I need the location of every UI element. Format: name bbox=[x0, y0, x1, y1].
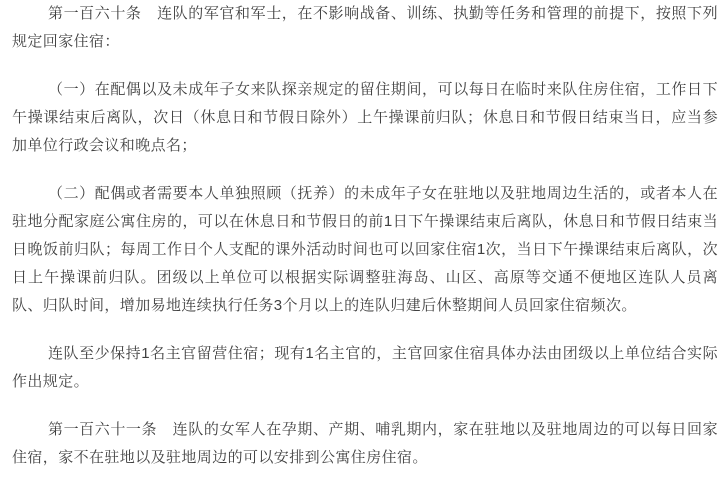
paragraph-article-160-duty-officer: 连队至少保持1名主官留营住宿；现有1名主官的，主官回家住宿具体办法由团级以上单位结合实际作出规定。 bbox=[12, 345, 718, 390]
paragraph-article-160-item-2: （二）配偶或者需要本人单独照顾（抚养）的未成年子女在驻地以及驻地周边生活的，或者本人在驻地分配家庭公寓住房的，可以在休息日和节假日的前1日下午操课结束后离队，休息日和节假日结束当日晚饭前归队；每周工作日个人支配的课外活动时间也可以回家住宿1次，当日下午操课结束后离队，次日上午操课前归队。团级以上单位可以根据实际调整驻海岛、山区、高原等交通不便地区连队人员离队、归队时间，增加易地连续执行任务3个月以上的连队归建后休整期间人员回家住宿频次。 bbox=[12, 185, 718, 314]
paragraph-article-160-item-1: （一）在配偶以及未成年子女来队探亲规定的留住期间，可以每日在临时来队住房住宿，工作日下午操课结束后离队，次日（休息日和节假日除外）上午操课前归队；休息日和节假日结束当日，应当参加单位行政会议和晚点名； bbox=[12, 81, 718, 154]
paragraph-article-161: 第一百六十一条 连队的女军人在孕期、产期、哺乳期内，家在驻地以及驻地周边的可以每日回家住宿，家不在驻地以及驻地周边的可以安排到公寓住房住宿。 bbox=[12, 421, 718, 466]
paragraph-article-160-intro: 第一百六十条 连队的军官和军士，在不影响战备、训练、执勤等任务和管理的前提下，按照下列规定回家住宿： bbox=[12, 5, 718, 50]
